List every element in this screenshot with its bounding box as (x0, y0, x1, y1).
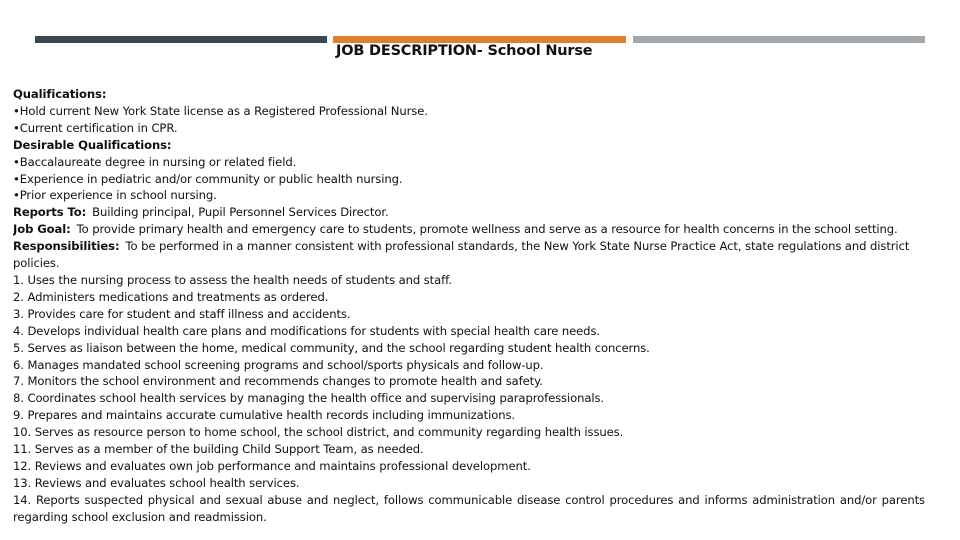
reports-to-label: Reports To: (13, 205, 87, 220)
desirable-qualifications-heading: Desirable Qualifications: (13, 137, 172, 152)
responsibilities-text: To be performed in a manner consistent with professional standards, the New York State Nurse Practice Act, state regulations and district policies. (13, 239, 910, 271)
header-bar-left (35, 36, 327, 43)
responsibility-item: 5. Serves as liaison between the home, medical community, and the school regarding student health concerns. (13, 340, 650, 355)
responsibility-item: 8. Coordinates school health services by managing the health office and supervising paraprofessionals. (13, 391, 605, 406)
responsibility-item: 4. Develops individual health care plans and modifications for students with special health care needs. (13, 323, 600, 338)
responsibility-item: 14. Reports suspected physical and sexual abuse and neglect, follows communicable disease control procedures and informs administration and/or parents regarding school exclusion and readmission. (13, 492, 925, 524)
responsibilities-label: Responsibilities: (13, 239, 120, 254)
responsibility-item: 6. Manages mandated school screening programs and school/sports physicals and follow-up. (13, 357, 544, 372)
responsibility-item: 11. Serves as a member of the building Child Support Team, as needed. (13, 442, 424, 457)
reports-to (13, 204, 925, 221)
qualification-item: •Hold current New York State license as a Registered Professional Nurse. (13, 103, 428, 118)
page-title: JOB DESCRIPTION- School Nurse (336, 43, 593, 59)
qualification-item: •Current certification in CPR. (13, 120, 178, 135)
responsibility-item: 1. Uses the nursing process to assess the health needs of students and staff. (13, 272, 452, 287)
desirable-qualification-item: •Experience in pediatric and/or community or public health nursing. (13, 171, 403, 186)
qualifications-heading: Qualifications: (13, 87, 107, 101)
responsibilities (13, 238, 925, 272)
job-description-body (13, 86, 925, 526)
responsibility-item: 9. Prepares and maintains accurate cumulative health records including immunizations. (13, 408, 515, 423)
job-goal-text: To provide primary health and emergency care to students, promote wellness and serve as a resource for health concerns in the school setting. (76, 222, 898, 237)
responsibility-item: 3. Provides care for student and staff illness and accidents. (13, 306, 351, 321)
job-goal-label: Job Goal: (13, 222, 71, 237)
responsibility-item: 10. Serves as resource person to home school, the school district, and community regarding health issues. (13, 425, 624, 440)
desirable-qualification-item: •Prior experience in school nursing. (13, 188, 217, 203)
responsibility-item: 2. Administers medications and treatments as ordered. (13, 289, 329, 304)
reports-to-text: Building principal, Pupil Personnel Services Director. (92, 205, 389, 220)
desirable-qualification-item: •Baccalaureate degree in nursing or related field. (13, 154, 297, 169)
header-bar-right (633, 36, 925, 43)
responsibility-item: 7. Monitors the school environment and recommends changes to promote health and safety. (13, 374, 543, 389)
responsibility-item: 13. Reviews and evaluates school health services. (13, 475, 300, 490)
job-goal (13, 221, 925, 238)
responsibility-item: 12. Reviews and evaluates own job performance and maintains professional development. (13, 458, 531, 473)
header-bar-accent (333, 36, 626, 43)
